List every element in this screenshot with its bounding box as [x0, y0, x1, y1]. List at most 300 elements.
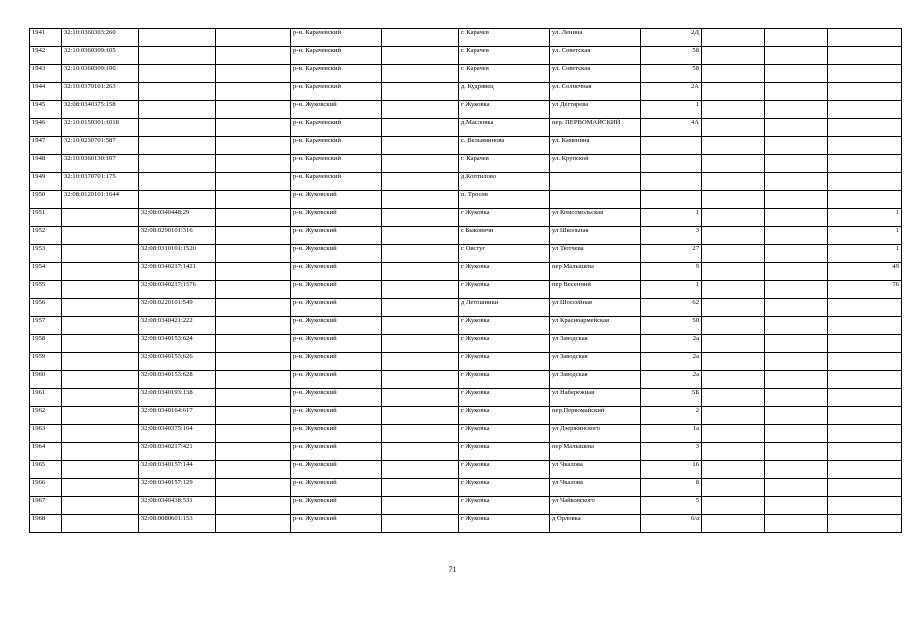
house-number-cell — [641, 137, 702, 155]
empty-cell — [216, 191, 291, 209]
cadastral-number-b-cell: 32:08:0340153:628 — [139, 371, 216, 389]
empty-cell — [216, 353, 291, 371]
empty-cell — [765, 209, 828, 227]
empty-cell — [765, 335, 828, 353]
empty-cell — [216, 317, 291, 335]
row-number-cell: 1960 — [30, 371, 62, 389]
value-cell: 1 — [828, 227, 902, 245]
empty-cell — [702, 371, 765, 389]
cadastral-number-b-cell: 32:08:0340438:531 — [139, 497, 216, 515]
cadastral-number-a-cell: 32:10:0150301:1018 — [62, 119, 139, 137]
settlement-cell: д.Коптилово — [459, 173, 550, 191]
cadastral-number-a-cell: 32:10:0360303:260 — [62, 29, 139, 47]
district-cell: р-н. Жуковский — [291, 461, 382, 479]
cadastral-number-a-cell — [62, 389, 139, 407]
district-cell: р-н. Карачевский — [291, 29, 382, 47]
empty-cell — [216, 101, 291, 119]
empty-cell — [382, 497, 459, 515]
value-cell: 1 — [828, 245, 902, 263]
table-row — [30, 335, 902, 353]
district-cell: р-н. Жуковский — [291, 515, 382, 533]
district-cell: р-н. Жуковский — [291, 479, 382, 497]
cadastral-number-a-cell: 32:10:0360130:107 — [62, 155, 139, 173]
row-number-cell: 1951 — [30, 209, 62, 227]
empty-cell — [702, 497, 765, 515]
row-number-cell: 1954 — [30, 263, 62, 281]
empty-cell — [765, 353, 828, 371]
value-cell — [828, 101, 902, 119]
row-number-cell: 1947 — [30, 137, 62, 155]
table-row — [30, 389, 902, 407]
settlement-cell: г Жуковка — [459, 443, 550, 461]
empty-cell — [382, 407, 459, 425]
empty-cell — [216, 263, 291, 281]
empty-cell — [765, 245, 828, 263]
house-number-cell — [641, 173, 702, 191]
value-cell — [828, 65, 902, 83]
empty-cell — [382, 119, 459, 137]
table-row — [30, 317, 902, 335]
row-number-cell: 1944 — [30, 83, 62, 101]
house-number-cell: 1а — [641, 425, 702, 443]
cadastral-number-b-cell — [139, 47, 216, 65]
empty-cell — [702, 29, 765, 47]
empty-cell — [765, 299, 828, 317]
empty-cell — [702, 101, 765, 119]
cadastral-number-b-cell: 32:08:0340375:164 — [139, 425, 216, 443]
cadastral-number-a-cell — [62, 461, 139, 479]
value-cell — [828, 353, 902, 371]
settlement-cell: г. Карачев — [459, 47, 550, 65]
street-cell: ул Заводская — [550, 335, 641, 353]
empty-cell — [382, 209, 459, 227]
table-row — [30, 47, 902, 65]
empty-cell — [216, 209, 291, 227]
empty-cell — [382, 137, 459, 155]
street-cell: ул Чкалова — [550, 479, 641, 497]
district-cell: р-н. Жуковский — [291, 299, 382, 317]
house-number-cell: 2А — [641, 83, 702, 101]
table-row — [30, 227, 902, 245]
empty-cell — [382, 227, 459, 245]
house-number-cell: 9 — [641, 263, 702, 281]
district-cell: р-н. Жуковский — [291, 191, 382, 209]
row-number-cell: 1942 — [30, 47, 62, 65]
cadastral-number-b-cell — [139, 119, 216, 137]
value-cell — [828, 461, 902, 479]
house-number-cell: 1 — [641, 281, 702, 299]
row-number-cell: 1946 — [30, 119, 62, 137]
empty-cell — [216, 245, 291, 263]
district-cell: р-н. Жуковский — [291, 245, 382, 263]
empty-cell — [216, 29, 291, 47]
settlement-cell: г. Карачев — [459, 29, 550, 47]
value-cell — [828, 407, 902, 425]
street-cell: ул Дзержинского — [550, 425, 641, 443]
table-row — [30, 137, 902, 155]
house-number-cell: 1 — [641, 101, 702, 119]
settlement-cell: с Овстуг — [459, 245, 550, 263]
register-table-body — [30, 29, 902, 533]
district-cell: р-н. Жуковский — [291, 353, 382, 371]
empty-cell — [216, 281, 291, 299]
row-number-cell: 1968 — [30, 515, 62, 533]
house-number-cell: 3 — [641, 443, 702, 461]
empty-cell — [382, 245, 459, 263]
empty-cell — [765, 371, 828, 389]
empty-cell — [765, 425, 828, 443]
empty-cell — [382, 479, 459, 497]
settlement-cell: г Жуковка — [459, 389, 550, 407]
table-row — [30, 119, 902, 137]
cadastral-number-b-cell: 32:08:0340193:138 — [139, 389, 216, 407]
house-number-cell: 4А — [641, 119, 702, 137]
empty-cell — [702, 407, 765, 425]
street-cell — [550, 191, 641, 209]
settlement-cell: г Жуковка — [459, 515, 550, 533]
house-number-cell: 16 — [641, 461, 702, 479]
district-cell: р-н. Жуковский — [291, 443, 382, 461]
house-number-cell: 3 — [641, 227, 702, 245]
street-cell: ул. Солнечная — [550, 83, 641, 101]
register-table — [29, 28, 902, 533]
empty-cell — [702, 299, 765, 317]
street-cell: пер.Первомайский — [550, 407, 641, 425]
cadastral-number-b-cell — [139, 29, 216, 47]
cadastral-number-b-cell — [139, 65, 216, 83]
cadastral-number-b-cell — [139, 191, 216, 209]
house-number-cell: 50 — [641, 317, 702, 335]
cadastral-number-b-cell: 32:08:0080601:153 — [139, 515, 216, 533]
value-cell — [828, 479, 902, 497]
empty-cell — [216, 155, 291, 173]
empty-cell — [216, 83, 291, 101]
street-cell: ул. Советская — [550, 47, 641, 65]
settlement-cell: д.Масловка — [459, 119, 550, 137]
table-row — [30, 29, 902, 47]
empty-cell — [216, 335, 291, 353]
value-cell — [828, 173, 902, 191]
empty-cell — [702, 83, 765, 101]
empty-cell — [702, 335, 765, 353]
table-row — [30, 281, 902, 299]
value-cell — [828, 299, 902, 317]
empty-cell — [216, 65, 291, 83]
row-number-cell: 1967 — [30, 497, 62, 515]
value-cell — [828, 29, 902, 47]
empty-cell — [216, 371, 291, 389]
empty-cell — [765, 479, 828, 497]
cadastral-number-a-cell: 32:10:0370101:263 — [62, 83, 139, 101]
cadastral-number-a-cell — [62, 317, 139, 335]
settlement-cell: г Жуковка — [459, 371, 550, 389]
empty-cell — [765, 515, 828, 533]
empty-cell — [702, 137, 765, 155]
empty-cell — [382, 335, 459, 353]
district-cell: р-н. Карачевский — [291, 173, 382, 191]
empty-cell — [702, 209, 765, 227]
empty-cell — [765, 47, 828, 65]
house-number-cell: 6/а — [641, 515, 702, 533]
value-cell — [828, 371, 902, 389]
cadastral-number-b-cell: 32:08:0340153:626 — [139, 353, 216, 371]
value-cell: 49 — [828, 263, 902, 281]
house-number-cell: 1 — [641, 209, 702, 227]
value-cell — [828, 389, 902, 407]
street-cell: д Орловка — [550, 515, 641, 533]
empty-cell — [765, 461, 828, 479]
settlement-cell: д. Кудрявец — [459, 83, 550, 101]
cadastral-number-a-cell — [62, 425, 139, 443]
street-cell: ул Дегтярева — [550, 101, 641, 119]
row-number-cell: 1948 — [30, 155, 62, 173]
table-row — [30, 443, 902, 461]
value-cell — [828, 137, 902, 155]
empty-cell — [765, 29, 828, 47]
empty-cell — [702, 191, 765, 209]
cadastral-number-b-cell: 32:08:0340157:144 — [139, 461, 216, 479]
district-cell: р-н. Жуковский — [291, 389, 382, 407]
cadastral-number-b-cell: 32:08:0340448:29 — [139, 209, 216, 227]
empty-cell — [382, 83, 459, 101]
empty-cell — [765, 137, 828, 155]
house-number-cell: 2 — [641, 407, 702, 425]
empty-cell — [765, 281, 828, 299]
empty-cell — [382, 371, 459, 389]
value-cell — [828, 335, 902, 353]
cadastral-number-a-cell — [62, 209, 139, 227]
cadastral-number-b-cell — [139, 155, 216, 173]
district-cell: р-н. Жуковский — [291, 317, 382, 335]
street-cell: ул Комсомольская — [550, 209, 641, 227]
empty-cell — [216, 461, 291, 479]
house-number-cell: 62 — [641, 299, 702, 317]
empty-cell — [216, 47, 291, 65]
settlement-cell: г Жуковка — [459, 479, 550, 497]
table-row — [30, 479, 902, 497]
empty-cell — [216, 137, 291, 155]
street-cell: пер Весенний — [550, 281, 641, 299]
empty-cell — [765, 83, 828, 101]
street-cell: ул Тютчева — [550, 245, 641, 263]
row-number-cell: 1950 — [30, 191, 62, 209]
district-cell: р-н. Карачевский — [291, 65, 382, 83]
street-cell: пер Малышева — [550, 443, 641, 461]
empty-cell — [765, 497, 828, 515]
row-number-cell: 1958 — [30, 335, 62, 353]
street-cell: ул. Каменина — [550, 137, 641, 155]
empty-cell — [382, 65, 459, 83]
empty-cell — [765, 65, 828, 83]
row-number-cell: 1955 — [30, 281, 62, 299]
empty-cell — [216, 119, 291, 137]
row-number-cell: 1945 — [30, 101, 62, 119]
empty-cell — [765, 191, 828, 209]
cadastral-number-b-cell: 32:08:0340217:421 — [139, 443, 216, 461]
table-row — [30, 263, 902, 281]
settlement-cell: г Жуковка — [459, 497, 550, 515]
value-cell — [828, 191, 902, 209]
cadastral-number-a-cell — [62, 371, 139, 389]
empty-cell — [765, 101, 828, 119]
row-number-cell: 1953 — [30, 245, 62, 263]
empty-cell — [216, 173, 291, 191]
cadastral-number-b-cell — [139, 83, 216, 101]
empty-cell — [382, 515, 459, 533]
street-cell: ул Шоссейная — [550, 299, 641, 317]
street-cell: ул Чкалова — [550, 461, 641, 479]
row-number-cell: 1961 — [30, 389, 62, 407]
street-cell: ул Заводская — [550, 371, 641, 389]
table-row — [30, 173, 902, 191]
settlement-cell: г Жуковка — [459, 209, 550, 227]
settlement-cell: д Летошники — [459, 299, 550, 317]
cadastral-number-b-cell: 32:08:0340421:222 — [139, 317, 216, 335]
cadastral-number-a-cell — [62, 263, 139, 281]
cadastral-number-a-cell — [62, 299, 139, 317]
settlement-cell: г Жуковка — [459, 281, 550, 299]
table-row — [30, 101, 902, 119]
house-number-cell: 27 — [641, 245, 702, 263]
empty-cell — [765, 389, 828, 407]
district-cell: р-н. Карачевский — [291, 155, 382, 173]
table-row — [30, 209, 902, 227]
empty-cell — [382, 155, 459, 173]
settlement-cell: г Жуковка — [459, 353, 550, 371]
cadastral-number-b-cell: 32:08:0340153:624 — [139, 335, 216, 353]
row-number-cell: 1963 — [30, 425, 62, 443]
street-cell: ул Чайковского — [550, 497, 641, 515]
cadastral-number-a-cell: 32:10:0360309:105 — [62, 47, 139, 65]
district-cell: р-н. Жуковский — [291, 497, 382, 515]
empty-cell — [382, 461, 459, 479]
empty-cell — [702, 443, 765, 461]
row-number-cell: 1957 — [30, 317, 62, 335]
empty-cell — [216, 479, 291, 497]
house-number-cell: 58 — [641, 47, 702, 65]
empty-cell — [702, 515, 765, 533]
settlement-cell: г Жуковка — [459, 425, 550, 443]
street-cell: ул. Ленина — [550, 29, 641, 47]
cadastral-number-a-cell: 32:10:0360309:106 — [62, 65, 139, 83]
row-number-cell: 1943 — [30, 65, 62, 83]
cadastral-number-b-cell — [139, 101, 216, 119]
value-cell — [828, 497, 902, 515]
district-cell: р-н. Жуковский — [291, 263, 382, 281]
empty-cell — [765, 119, 828, 137]
district-cell: р-н. Карачевский — [291, 119, 382, 137]
house-number-cell: 5 — [641, 497, 702, 515]
house-number-cell: 2а — [641, 353, 702, 371]
district-cell: р-н. Карачевский — [291, 137, 382, 155]
district-cell: р-н. Жуковский — [291, 371, 382, 389]
district-cell: р-н. Жуковский — [291, 407, 382, 425]
row-number-cell: 1965 — [30, 461, 62, 479]
empty-cell — [382, 173, 459, 191]
cadastral-number-a-cell — [62, 515, 139, 533]
district-cell: р-н. Жуковский — [291, 101, 382, 119]
cadastral-number-b-cell: 32:08:0310101:1520 — [139, 245, 216, 263]
empty-cell — [702, 65, 765, 83]
district-cell: р-н. Жуковский — [291, 227, 382, 245]
cadastral-number-b-cell: 32:08:0340157:129 — [139, 479, 216, 497]
cadastral-number-a-cell: 32:08:0340375:158 — [62, 101, 139, 119]
empty-cell — [382, 299, 459, 317]
table-row — [30, 245, 902, 263]
row-number-cell: 1956 — [30, 299, 62, 317]
cadastral-number-a-cell — [62, 497, 139, 515]
house-number-cell — [641, 155, 702, 173]
district-cell: р-н. Жуковский — [291, 209, 382, 227]
empty-cell — [382, 47, 459, 65]
empty-cell — [765, 155, 828, 173]
street-cell: ул. Крупской — [550, 155, 641, 173]
house-number-cell: 2а — [641, 371, 702, 389]
cadastral-number-a-cell — [62, 227, 139, 245]
empty-cell — [765, 173, 828, 191]
settlement-cell: г Жуковка — [459, 407, 550, 425]
empty-cell — [702, 479, 765, 497]
district-cell: р-н. Карачевский — [291, 83, 382, 101]
empty-cell — [382, 281, 459, 299]
district-cell: р-н. Жуковский — [291, 335, 382, 353]
row-number-cell: 1966 — [30, 479, 62, 497]
value-cell — [828, 515, 902, 533]
settlement-cell: г Жуковка — [459, 101, 550, 119]
empty-cell — [216, 443, 291, 461]
empty-cell — [382, 263, 459, 281]
settlement-cell: г Жуковка — [459, 263, 550, 281]
value-cell: 76 — [828, 281, 902, 299]
empty-cell — [382, 443, 459, 461]
empty-cell — [216, 227, 291, 245]
street-cell: ул Школьная — [550, 227, 641, 245]
empty-cell — [702, 245, 765, 263]
table-row — [30, 461, 902, 479]
cadastral-number-a-cell — [62, 335, 139, 353]
house-number-cell: 8 — [641, 479, 702, 497]
empty-cell — [702, 353, 765, 371]
table-row — [30, 65, 902, 83]
cadastral-number-b-cell: 32:08:0340217:1421 — [139, 263, 216, 281]
street-cell: ул. Советская — [550, 65, 641, 83]
street-cell — [550, 173, 641, 191]
cadastral-number-b-cell: 32:08:0220101:549 — [139, 299, 216, 317]
empty-cell — [216, 515, 291, 533]
cadastral-number-b-cell: 32:08:0290101:316 — [139, 227, 216, 245]
table-row — [30, 353, 902, 371]
value-cell — [828, 425, 902, 443]
page-number: 71 — [448, 565, 457, 574]
empty-cell — [765, 407, 828, 425]
table-row — [30, 83, 902, 101]
table-row — [30, 155, 902, 173]
table-row — [30, 371, 902, 389]
empty-cell — [216, 407, 291, 425]
table-row — [30, 497, 902, 515]
table-row — [30, 191, 902, 209]
row-number-cell: 1949 — [30, 173, 62, 191]
empty-cell — [216, 425, 291, 443]
street-cell: ул Красноармейская — [550, 317, 641, 335]
street-cell: пер. ПЕРВОМАЙСКИЙ — [550, 119, 641, 137]
register-table-container — [29, 28, 899, 541]
settlement-cell: п. Троснв — [459, 191, 550, 209]
empty-cell — [765, 263, 828, 281]
empty-cell — [702, 461, 765, 479]
cadastral-number-a-cell — [62, 281, 139, 299]
house-number-cell: 2Д — [641, 29, 702, 47]
